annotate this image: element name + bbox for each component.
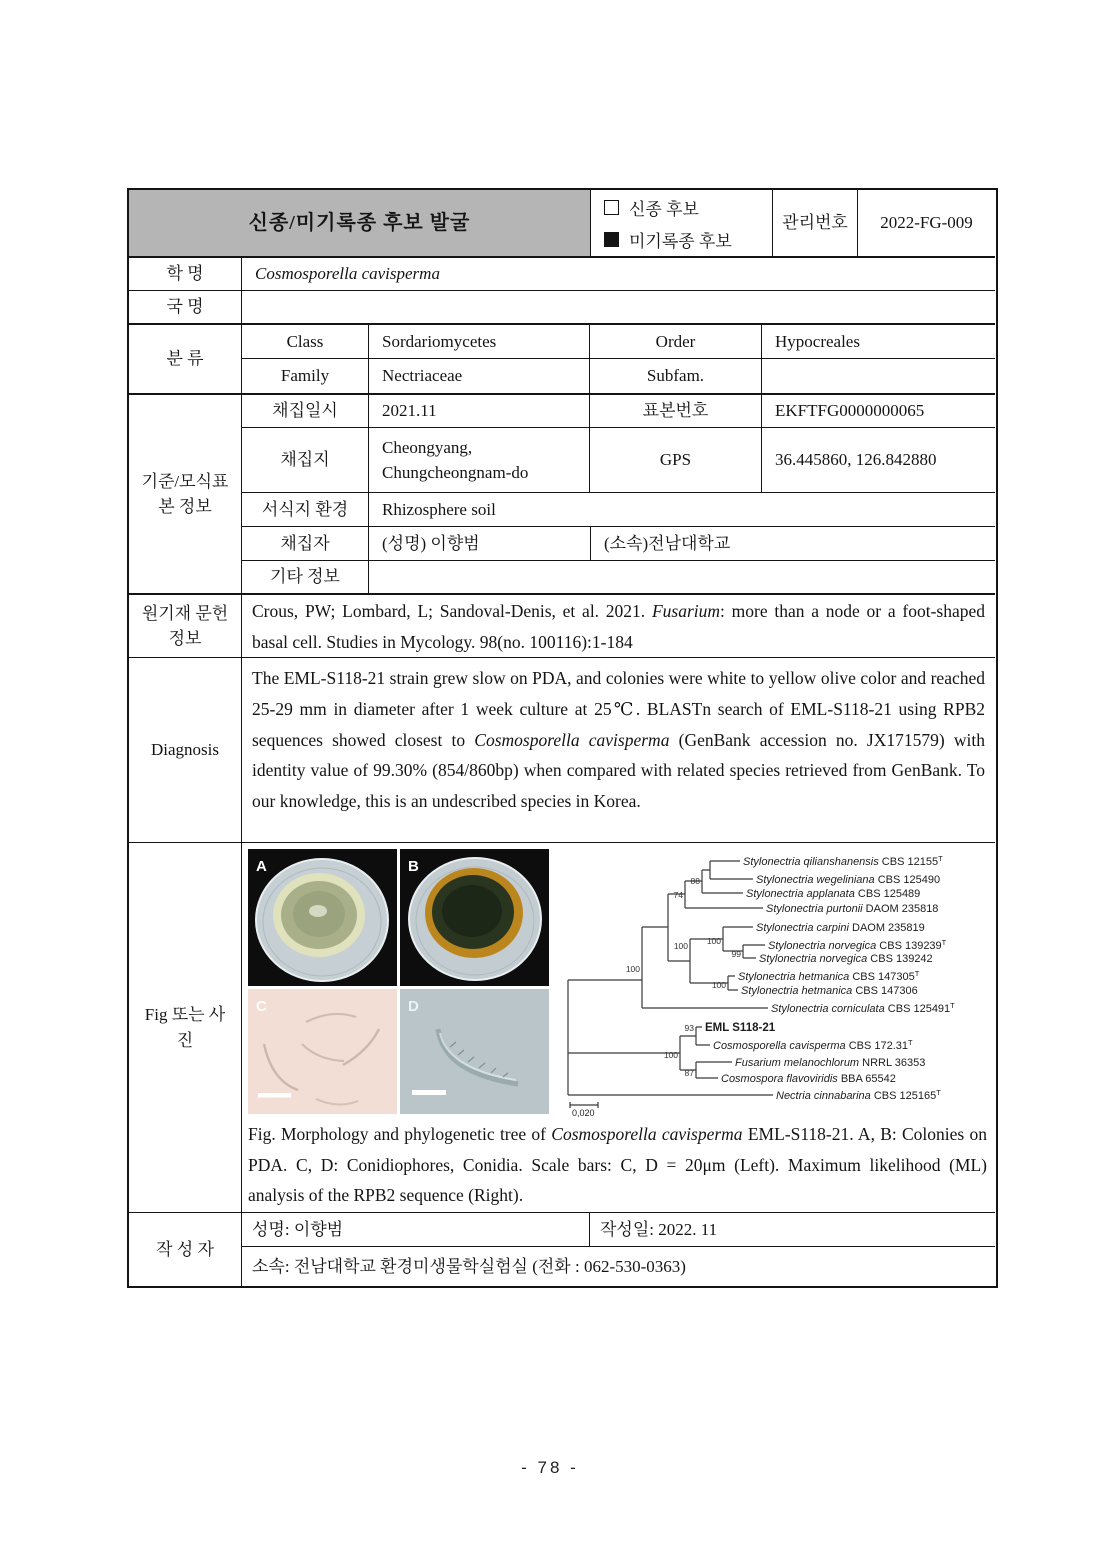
sci-name-value-cell (241, 256, 995, 290)
collector-affil-cell: (소속)전남대학교 (590, 526, 995, 560)
collector-label-cell: 채집자 (241, 526, 368, 560)
candidate-type-cell (590, 190, 772, 256)
author-name-cell: 성명: 이향범 (241, 1212, 589, 1246)
checkbox-unchecked-icon (604, 200, 619, 215)
svg-text:100: 100 (706, 936, 721, 946)
sci-name-label-cell: 학 명 (129, 256, 241, 290)
panel-letter-b: B (408, 858, 419, 875)
figure-photo-grid (248, 849, 549, 1114)
scale-bar-c (258, 1093, 291, 1098)
form-title: 신종/미기록종 후보 발굴 (248, 212, 471, 234)
habitat-value-cell: Rhizosphere soil (368, 492, 995, 526)
svg-text:Fusarium melanochlorum NRRL 36: Fusarium melanochlorum NRRL 36353 (735, 1057, 926, 1069)
coll-site-value-cell: Cheongyang, Chungcheongnam-do (368, 427, 589, 492)
collector-name-cell: (성명) 이향범 (368, 526, 590, 560)
conidia-photo-c (248, 989, 397, 1114)
author-label-cell: 작 성 자 (129, 1212, 241, 1286)
class-value-cell: Sordariomycetes (368, 323, 589, 358)
spec-no-label-cell: 표본번호 (589, 393, 761, 427)
author-affil-cell: 소속: 전남대학교 환경미생물학실험실 (전화 : 062-530-0363) (241, 1246, 995, 1286)
etc-value-cell (368, 560, 995, 593)
svg-text:Stylonectria norvegica CBS 139: Stylonectria norvegica CBS $139239^T$ (768, 938, 947, 952)
panel-letter-d: D (408, 998, 419, 1015)
page-number: - 78 - (521, 1458, 579, 1477)
svg-text:Stylonectria wegeliniana CBS 1: Stylonectria wegeliniana CBS 125490 (756, 874, 941, 886)
scale-bar-d (412, 1090, 446, 1095)
subfam-label-cell: Subfam. (589, 358, 761, 393)
specimen-label-cell: 기준/모식표본 정보 (129, 393, 241, 593)
order-label-cell: Order (589, 323, 761, 358)
diagnosis-text-cell: The EML-S118-21 strain grew slow on PDA, and colonies were white to yellow olive color and reached 25-29 mm in diameter after 1 week culture at 25℃. BLASTn search of EML-S118-21 using RPB2 sequences showed closest to Cosmosporella cavisperma (GenBank accession no. JX171579) with identity value of 99.30% (854/860bp) when compared with related species retrieved from GenBank. To our knowledge, this is an undescribed species in Korea. (241, 657, 995, 842)
class-label-cell: Class (241, 323, 368, 358)
svg-text:Stylonectria norvegica CBS 139: Stylonectria norvegica CBS 139242 (759, 953, 933, 965)
svg-text:100: 100 (673, 941, 688, 951)
habitat-label-cell: 서식지 환경 (241, 492, 368, 526)
form-title-cell (129, 190, 590, 256)
mgmt-no-label-cell: 관리번호 (772, 190, 857, 256)
kor-name-value-cell (241, 290, 995, 323)
colony-photo-b (400, 849, 549, 986)
coll-site-label-cell: 채집지 (241, 427, 368, 492)
reference-text-cell: Crous, PW; Lombard, L; Sandoval-Denis, et al. 2021. Fusarium: more than a node or a foot-shaped basal cell. Studies in Mycology. 98(no. 100116):1-184 (241, 593, 995, 657)
gps-label-cell: GPS (589, 427, 761, 492)
checkbox-row-new-species (604, 195, 772, 220)
svg-text:Stylonectria carpini DAOM 2358: Stylonectria carpini DAOM 235819 (756, 922, 925, 934)
svg-text:87: 87 (684, 1068, 694, 1078)
svg-text:100: 100 (711, 980, 726, 990)
etc-label-cell: 기타 정보 (241, 560, 368, 593)
svg-text:Stylonectria hetmanica CBS 147: Stylonectria hetmanica CBS 147306 (741, 985, 918, 997)
form-table (127, 188, 998, 1288)
panel-letter-a: A (256, 858, 267, 875)
diagnosis-label-cell: Diagnosis (129, 657, 241, 842)
svg-text:93: 93 (684, 1023, 694, 1033)
subfam-value-cell (761, 358, 995, 393)
family-value-cell: Nectriaceae (368, 358, 589, 393)
checkbox-checked-icon (604, 232, 619, 247)
tree-scale-label: 0,020 (572, 1108, 595, 1118)
svg-text:88: 88 (690, 876, 700, 886)
svg-text:74: 74 (673, 890, 683, 900)
tree-taxon-labels (572, 854, 955, 1118)
gps-value-cell: 36.445860, 126.842880 (761, 427, 995, 492)
svg-text:Stylonectria applanata CBS 125: Stylonectria applanata CBS 125489 (746, 888, 921, 900)
family-label-cell: Family (241, 358, 368, 393)
svg-text:Stylonectria qilianshanensis C: Stylonectria qilianshanensis CBS $12155^T$ (743, 854, 943, 868)
taxonomy-label-cell: 분 류 (129, 323, 241, 393)
mgmt-no-value-cell (857, 190, 995, 256)
svg-text:Cosmospora flavoviridis BBA 65: Cosmospora flavoviridis BBA 65542 (721, 1073, 896, 1085)
panel-letter-c: C (256, 998, 267, 1015)
figure-content-cell (241, 842, 995, 1212)
coll-date-label-cell: 채집일시 (241, 393, 368, 427)
coll-date-value-cell: 2021.11 (368, 393, 589, 427)
svg-text:100: 100 (625, 964, 640, 974)
phylogenetic-tree (560, 847, 994, 1123)
spec-no-value-cell: EKFTFG0000000065 (761, 393, 995, 427)
figure-caption: Fig. Morphology and phylogenetic tree of Cosmosporella cavisperma EML-S118-21. A, B: Colonies on PDA. C, D: Conidiophores, Conidia. Scale bars: C, D = 20μm (Left). Maximum likelihood (ML) analysis of the RPB2 sequence (Right). (248, 1124, 987, 1205)
svg-text:100: 100 (663, 1050, 678, 1060)
checkbox-row-unrecorded-species (604, 227, 772, 252)
order-value-cell: Hypocreales (761, 323, 995, 358)
checkbox-unrec-label: 미기록종 후보 (629, 231, 732, 251)
svg-text:Stylonectria purtonii DAOM 235: Stylonectria purtonii DAOM 235818 (766, 903, 939, 915)
author-date-cell: 작성일: 2022. 11 (589, 1212, 995, 1246)
checkbox-new-label: 신종 후보 (629, 199, 699, 219)
phylogenetic-tree-svg (560, 847, 994, 1118)
svg-text:Stylonectria hetmanica CBS 147: Stylonectria hetmanica CBS $147305^T$ (738, 969, 920, 983)
mgmt-no: 2022-FG-009 (880, 213, 973, 233)
svg-text:Cosmosporella cavisperma CBS 1: Cosmosporella cavisperma CBS $172.31^T$ (713, 1038, 913, 1052)
figure-label-cell: Fig 또는 사진 (129, 842, 241, 1212)
svg-text:99: 99 (731, 949, 741, 959)
svg-text:Stylonectria corniculata CBS 1: Stylonectria corniculata CBS $125491^T$ (771, 1001, 955, 1015)
svg-text:Nectria cinnabarina CBS 125165: Nectria cinnabarina CBS $125165^T$ (776, 1088, 941, 1102)
kor-name-label-cell: 국 명 (129, 290, 241, 323)
colony-photo-a (248, 849, 397, 986)
reference-label-cell: 원기재 문헌 정보 (129, 593, 241, 657)
conidium-photo-d (400, 989, 549, 1114)
sci-name: Cosmosporella cavisperma (255, 264, 440, 284)
tree-taxon-eml: EML S118-21 (705, 1022, 776, 1034)
